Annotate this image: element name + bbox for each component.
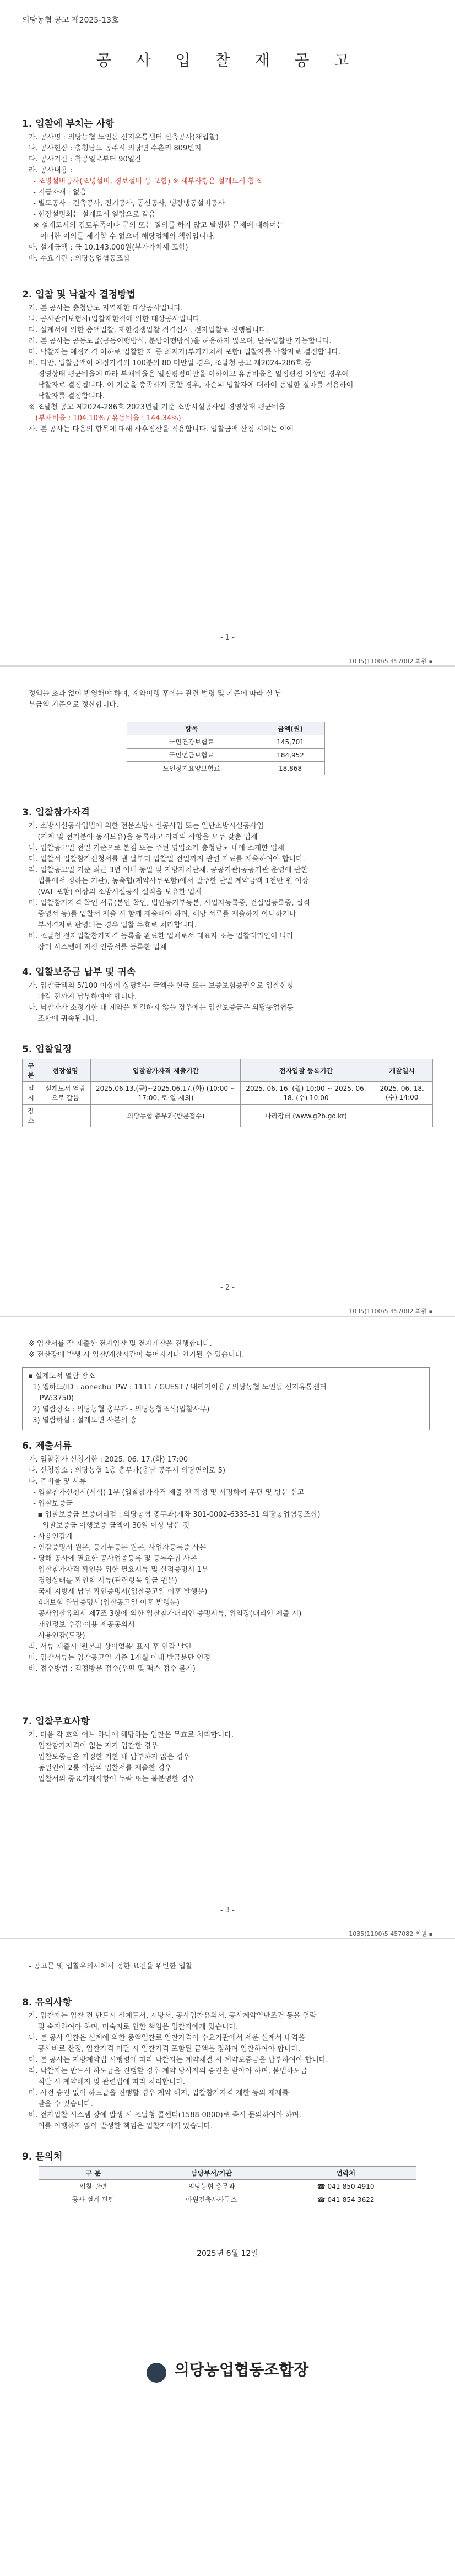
text-line: 3) 열람하실 : 설계도면 사본의 송 <box>28 1416 137 1425</box>
table-cell: - <box>371 1105 433 1127</box>
table-row <box>127 762 325 775</box>
table-cell: 의당농협 총무과 <box>148 2180 275 2193</box>
signature-text: 의당농업협동조합장 <box>174 2361 309 2379</box>
table-cell: 설계도서 열람으로 갈음 <box>40 1082 91 1105</box>
schedule-table <box>22 1059 433 1127</box>
text-line: ※ 설계도서의 검토부족이나 문의 또는 질의를 하지 않고 발생한 문제에 대하여는 <box>29 221 284 230</box>
text-line: - 경영상태를 확인할 서류(관련항목 입금 원본) <box>29 1577 177 1585</box>
text-line: PW:3750) <box>28 1394 74 1403</box>
text-line: (부채비율 : 104.10% / 유동비율 : 144.34%) <box>29 414 181 423</box>
signature-block <box>0 2358 455 2383</box>
page-number: - 1 - <box>220 634 235 642</box>
text-line: 마. 사전 승인 없이 하도급을 진행할 경우 계약 해지, 입찰참가자격 제한 등의 제재를 <box>29 2089 289 2097</box>
cooperative-logo-icon <box>147 2363 166 2383</box>
table-cell: 145,701 <box>256 735 325 749</box>
table-header-cell: 구분 <box>23 1059 40 1082</box>
text-line: 바. 전자입찰 시스템 장애 발생 시 조달청 콜센터(1588-0800)로 즉시 문의하여야 하며, <box>29 2111 301 2119</box>
page-title: 공 사 입 찰 재 공 고 <box>96 51 359 69</box>
intro-text <box>29 689 436 711</box>
page-number: - 2 - <box>220 1284 235 1292</box>
contact-body <box>39 2180 416 2206</box>
page-1 <box>0 0 455 667</box>
table-cell: 노인장기요양보험료 <box>127 762 256 775</box>
table-row <box>39 2180 416 2193</box>
text-line: 마. 입찰서류는 입찰공고일 기준 1개월 이내 발급분만 인정 <box>29 1654 211 1662</box>
text-line: 받을 수 있습니다. <box>29 2100 93 2108</box>
text-line: 바. 다만, 입찰금액이 예정가격의 100분의 80 미만일 경우, 조달청 공고 제2024-286호 중 <box>29 359 312 367</box>
table-cell: 184,952 <box>256 749 325 762</box>
text-line: 이를 이행하지 않아 발생한 책임은 입찰자에게 있습니다. <box>29 2122 213 2130</box>
text-line: 어떠한 이의를 제기할 수 없으며 해당업체의 책임입니다. <box>29 232 215 241</box>
text-line: ▪ 설계도서 열람 장소 <box>28 1372 95 1381</box>
text-line: 라. 낙찰자는 반드시 하도급을 진행할 경우 계약 당사자의 승인을 받아야 하며, 불법하도급 <box>29 2067 307 2075</box>
schedule-body <box>23 1082 433 1127</box>
table-row <box>23 1105 433 1127</box>
table-header-cell: 구 분 <box>39 2167 148 2180</box>
notes-text <box>29 1339 436 1361</box>
text-line: 장터 시스템에 지정 인증서를 등록한 업체 <box>29 943 167 951</box>
table-cell: 나라장터 (www.g2b.go.kr) <box>241 1105 371 1127</box>
text-line: 공사비로 산정, 입찰가격 미달 시 입찰가격 포함된 금액을 정하며 입찰하여야 합니다. <box>29 2045 301 2053</box>
table-cell: 2025. 06. 18.(수) 14:00 <box>371 1082 433 1105</box>
text-line: 가. 입찰금액의 5/100 이상에 상당하는 금액을 현금 또는 보증보험증권으로 입찰신청 <box>29 982 294 990</box>
text-line: ▪ 입찰보증금 보증대리점 : 의당농협 총무과(계좌 301-0002-6335-31 의당농업협동조합) <box>29 1511 321 1519</box>
text-line: 사. 본 공사는 다음의 항목에 대해 사후정산을 적용합니다. 입찰금액 산정 시에는 이에 <box>29 425 294 434</box>
table-cell <box>40 1105 91 1127</box>
page-4 <box>0 1939 455 2576</box>
text-line: 1) 웹하드(ID : aonechu PW : 1111 / GUEST / 내리기이용 / 의당농협 노인동 신지유통센터 <box>28 1383 327 1392</box>
text-line: - 입찰참가신청서(서식) 1부 (입찰참가자격 제출 전 작성 및 서명하여 우편 및 방문 신고 <box>29 1489 305 1497</box>
text-line: 가. 공사명 : 의당농협 노인동 신지유통센터 신축공사(재입찰) <box>29 133 219 142</box>
section-1-body <box>29 132 436 264</box>
text-line: - 개인정보 수집·이용 제공동의서 <box>29 1621 135 1629</box>
footer-code: 1035(1100)5 457082 최원 ▪ <box>349 658 433 665</box>
text-line: - 4대보험 완납증명서(입찰공고일 이후 발행분) <box>29 1599 180 1607</box>
text-line: 마감 전까지 납부하여야 합니다. <box>29 993 137 1001</box>
text-line: - 현장설명회는 설계도서 열람으로 갈음 <box>29 210 156 219</box>
table-cell: 입찰 관련 <box>39 2180 148 2193</box>
text-line: - 사용인감계 <box>29 1533 73 1541</box>
table-body <box>127 735 325 775</box>
text-line: 다. 설계서에 의한 총액입찰, 제한경쟁입찰 적격심사, 전자입찰로 진행됩니다. <box>29 326 268 334</box>
section-8-body <box>29 2011 436 2132</box>
page-number: - 3 - <box>220 1906 235 1914</box>
document-number: 의당농협 공고 제2025-13호 <box>22 16 119 25</box>
page-2 <box>0 667 455 1317</box>
text-line: 조합에 귀속됩니다. <box>29 1015 98 1023</box>
section-1-title: 1. 입찰에 부치는 사항 <box>22 118 115 129</box>
section-8-title: 8. 유의사항 <box>22 1997 72 2008</box>
table-cell: 의당농협 총무과(방문접수) <box>91 1105 241 1127</box>
text-line: - 동일인이 2통 이상의 입찰서를 제출한 경우 <box>29 1764 172 1772</box>
text-line: 나. 입찰공고일 전일 기준으로 본점 또는 주된 영업소가 충청남도 내에 소재한 업체 <box>29 844 285 852</box>
table-cell: 일시 <box>23 1082 40 1105</box>
text-line: - 인감증명서 원본, 등기부등본 원본, 사업자등록증 사본 <box>29 1544 207 1552</box>
insurance-table <box>127 722 325 775</box>
table-header-cell: 현장설명 <box>40 1059 91 1082</box>
design-docs-box <box>22 1367 430 1430</box>
text-line: - 당해 공사에 필요한 공사업종등록 및 등록수첩 사본 <box>29 1555 197 1563</box>
text-line: - 공사입찰유의서 제7조 3항에 의한 입찰참가대리인 증명서류, 위임장(대리인 제출 시) <box>29 1610 302 1618</box>
text-line: 나. 낙찰자가 소정기한 내 계약을 체결하지 않을 경우에는 입찰보증금은 의당농업협동 <box>29 1004 294 1012</box>
text-line: 낙찰자로 결정됩니다. 이 기준을 충족하지 못할 경우, 차순위 입찰자에 대하여 동일한 절차를 적용하여 <box>29 381 354 389</box>
section-5-title: 5. 입찰일정 <box>22 1044 72 1055</box>
text-line: 나. 공사관리보험사(입찰제한적에 의한 대상공사입니다. <box>29 315 202 323</box>
footer-code: 1035(1100)5 457082 최원 ▪ <box>349 1308 433 1315</box>
table-cell: 아원건축사사무소 <box>148 2193 275 2206</box>
text-line: 다. 본 공사는 지방계약법 시행령에 따라 낙찰자는 계약체결 시 계약보증금을 납부하여야 합니다. <box>29 2056 328 2064</box>
footer-code: 1035(1100)5 457082 최원 ▪ <box>349 1930 433 1938</box>
section-7-title: 7. 입찰무효사항 <box>22 1716 90 1727</box>
text-line: 다. 공사기간 : 착공일로부터 90일간 <box>29 155 142 164</box>
section-2-title: 2. 입찰 및 낙찰자 결정방법 <box>22 289 136 300</box>
text-line: 입찰보증금 이행보증 금액이 30일 이상 남은 것 <box>29 1522 190 1530</box>
text-line: (기계 및 전기분야 동시보유)을 등록하고 아래의 사항을 모두 갖춘 업체 <box>29 833 258 841</box>
text-line: 라. 공사내용 : <box>29 166 73 175</box>
table-cell: 국민건강보험료 <box>127 735 256 749</box>
text-line: 가. 입찰참가 신청기한 : 2025. 06. 17.(화) 17:00 <box>29 1455 188 1464</box>
text-line: - 사용인감(도장) <box>29 1632 85 1640</box>
section-4-title: 4. 입찰보증금 납부 및 귀속 <box>22 967 136 978</box>
table-cell: ☎ 041-850-4910 <box>275 2180 416 2193</box>
table-header-cell: 입찰참가자격 제출기간 <box>91 1059 241 1082</box>
text-line: - 조명설비공사(조명설비, 경보설비 등 포함) ※ 세부사항은 설계도서 참조 <box>29 177 262 186</box>
table-header-cell: 전자입찰 등록기간 <box>241 1059 371 1082</box>
table-cell: ☎ 041-854-3622 <box>275 2193 416 2206</box>
text-line: ※ 전산장애 발생 시 입찰/개찰시간이 늦어지거나 연기될 수 있습니다. <box>29 1351 245 1359</box>
text-line: 낙찰자를 결정합니다. <box>29 392 105 401</box>
page-3 <box>0 1317 455 1939</box>
schedule-header-row <box>23 1059 433 1082</box>
text-line: 마. 낙찰자는 예정가격 이하로 입찰한 자 중 최저가(부가가치세 포함) 입찰자를 낙찰자로 결정합니다. <box>29 348 341 356</box>
table-row <box>127 749 325 762</box>
section-2-body <box>29 303 436 435</box>
text-line: 2) 열람장소 : 의당농협 총무과 - 의당농협조식(입찰사무) <box>28 1405 210 1414</box>
table-row <box>127 735 325 749</box>
section-7-body <box>29 1730 436 1785</box>
text-line: 다. 입찰서 입찰참가신청서를 낸 날부터 입찰일 전일까지 관련 자료를 제출하여야 합니다. <box>29 855 305 863</box>
text-line: 가. 다음 각 호의 어느 하나에 해당하는 입찰은 무효로 처리합니다. <box>29 1731 234 1739</box>
text-line: 가. 입찰자는 입찰 전 반드시 설계도서, 시방서, 공사입찰유의서, 공사계약일반조건 등을 열람 <box>29 2012 317 2020</box>
text-line: 부적격자로 판명되는 경우 입찰 무효로 처리합니다. <box>29 921 197 929</box>
table-header-cell: 담당부서/기관 <box>148 2167 275 2180</box>
text-line: 나. 본 공사 입찰은 설계에 의한 총액입찰로 입찰가격이 수요기관에서 세운 설계서 내역을 <box>29 2034 305 2042</box>
text-line: - 입찰서의 중요기재사항이 누락 또는 불분명한 경우 <box>29 1775 195 1783</box>
text-line: 바. 조달청 전자입찰참가자격 등록을 완료한 업체로서 대표자 또는 입찰대리인이 나라 <box>29 932 294 940</box>
table-header-cell: 금액(원) <box>256 722 325 735</box>
text-line: 경영상태 평균비율에 따라 부채비율은 일정평점미만을 이하이고 유동비율은 일정평점 이상인 경우에 <box>29 370 349 378</box>
text-line: 적발 시 계약해지 및 관련법에 따라 처리합니다. <box>29 2078 186 2086</box>
section-6-body <box>29 1454 436 1675</box>
table-header-cell: 항목 <box>127 722 256 735</box>
intro-text: - 공고문 및 입찰유의서에서 정한 요건을 위반한 입찰 <box>29 1962 193 1971</box>
text-line: 다. 준비물 및 서류 <box>29 1478 86 1486</box>
text-line: - 입찰보증금을 지정한 기한 내 납부하지 않은 경우 <box>29 1753 191 1761</box>
table-cell: 2025. 06. 16. (월) 10:00 ~ 2025. 06. 18. (수) 10:00 <box>241 1082 371 1105</box>
text-line: 증명서 등)를 입찰서 제출 시 함께 제출해야 하며, 해당 서류를 제출하지 아니하거나 <box>29 910 296 918</box>
section-3-body <box>29 821 436 953</box>
text-line: ※ 입찰서를 잘 제출한 전자입찰 및 전자개찰을 진행합니다. <box>29 1340 212 1348</box>
text-line: - 별도공사 : 건축공사, 전기공사, 통신공사, 냉장냉동설비공사 <box>29 199 225 208</box>
text-line: 라. 본 공사는 공동도급(공동이행방식, 분담이행방식)을 허용하지 않으며, 단독입찰만 가능합니다. <box>29 337 332 345</box>
text-line: 및 숙지하여야 하며, 미숙지로 인한 책임은 입찰자에게 있습니다. <box>29 2023 239 2031</box>
table-cell: 2025.06.13.(금)~2025.06.17.(화) (10:00 ~ 17:00, 토·일 제외) <box>91 1082 241 1105</box>
text-line: 나. 공사현장 : 충청남도 공주시 의당면 수촌리 809번지 <box>29 144 202 153</box>
text-line: (VAT 포함) 이상의 소방시설공사 실적을 보유한 업체 <box>29 888 202 896</box>
section-9-title: 9. 문의처 <box>22 2151 63 2162</box>
table-cell: 국민연금보험료 <box>127 749 256 762</box>
text-line: 정액을 초과 없이 반영해야 하며, 계약이행 후에는 관련 법령 및 기준에 따라 실 납 <box>29 690 282 698</box>
table-header-row <box>127 722 325 735</box>
text-line: 바. 접수방법 : 직접방문 접수(우편 및 팩스 접수 불가) <box>29 1665 196 1673</box>
text-line: 라. 서류 제출시 '원본과 상이없음' 표시 후 인감 날인 <box>29 1643 192 1651</box>
table-row <box>23 1082 433 1105</box>
contact-header-row <box>39 2167 416 2180</box>
text-line: ※ 조달청 공고 제2024-286호 2023년말 기준 소방시설공사업 경영상태 평균비율 <box>29 403 286 412</box>
text-line: 라. 입찰공고일 기준 최근 3년 이내 동일 및 지방자치단체, 공공기관(공공기관 운영에 관한 <box>29 866 308 874</box>
table-header-cell: 개찰일시 <box>371 1059 433 1082</box>
text-line: - 입찰보증금 <box>29 1500 73 1508</box>
text-line: - 지급자재 : 없음 <box>29 188 87 197</box>
table-cell: 공사 설계 관련 <box>39 2193 148 2206</box>
table-row <box>39 2193 416 2206</box>
text-line: 나. 신청장소 : 의당농협 1층 총무과(충남 공주시 의당면의로 5) <box>29 1466 226 1475</box>
text-line: 부금액 기준으로 정산합니다. <box>29 701 119 709</box>
text-line: - 입찰참가자격이 없는 자가 입찰한 경우 <box>29 1742 158 1750</box>
contact-table <box>39 2166 416 2206</box>
table-cell: 18,868 <box>256 762 325 775</box>
text-line: 마. 입찰참가자격 확인 서류(본인 확인, 법인등기부등본, 사업자등록증, 건설업등록증, 실적 <box>29 899 310 907</box>
table-header-cell: 연락처 <box>275 2167 416 2180</box>
section-6-title: 6. 제출서류 <box>22 1441 72 1452</box>
text-line: 마. 설계금액 : 금 10,143,000원(부가가치세 포함) <box>29 243 188 252</box>
text-line: 법률에서 정하는 기관), 농축협(계약사무포함)에서 발주한 단일 계약금액 1천만 원 이상 <box>29 877 309 885</box>
text-line: 가. 본 공사는 충청남도 지역제한 대상공사입니다. <box>29 304 183 312</box>
text-line: 가. 소방시설공사업법에 의한 전문소방시설공사업 또는 일반소방시설공사업 <box>29 822 264 830</box>
section-4-body <box>29 981 436 1025</box>
announcement-date: 2025년 6월 12일 <box>197 2249 258 2258</box>
text-line: - 입찰참가자격 확인을 위한 필요서류 및 실적증명서 1부 <box>29 1566 209 1574</box>
table-cell: 장소 <box>23 1105 40 1127</box>
text-line: 바. 수요기관 : 의당농업협동조합 <box>29 255 131 263</box>
section-3-title: 3. 입찰참가자격 <box>22 807 90 818</box>
text-line: - 국세 지방세 납부 확인증명서(입찰공고일 이후 발행분) <box>29 1588 208 1596</box>
